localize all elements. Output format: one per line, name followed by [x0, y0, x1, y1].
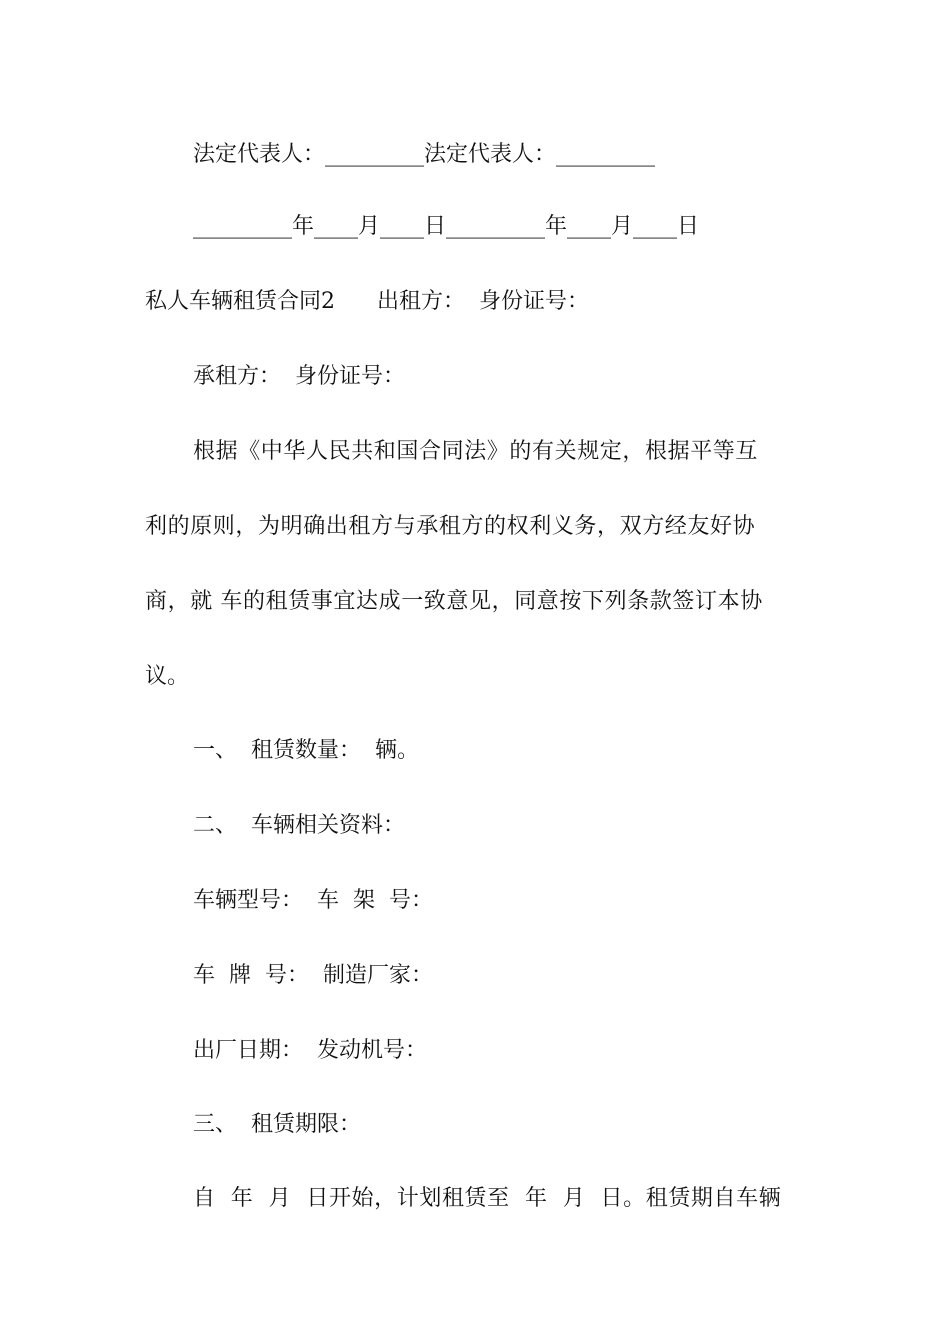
rental-period-line: 自 年 月 日开始，计划租赁至 年 月 日。租赁期自车辆: [193, 1186, 782, 1211]
section-rental-quantity: 一、 租赁数量： 辆。: [193, 738, 419, 763]
legal-representative-line: 法定代表人：_________法定代表人：_________: [193, 142, 656, 167]
plate-manufacturer-line: 车 牌 号： 制造厂家：: [193, 963, 433, 988]
section-vehicle-info: 二、 车辆相关资料：: [193, 813, 405, 838]
contract-title-and-lessor-line: 私人车辆租赁合同2 出租方： 身份证号：: [145, 289, 589, 314]
preamble-line-1: 根据《中华人民共和国合同法》的有关规定，根据平等互: [193, 439, 759, 464]
lessee-id-line: 承租方： 身份证号：: [193, 364, 405, 389]
signature-date-line: _________年____月____日_________年____月____日: [193, 214, 700, 239]
section-rental-period: 三、 租赁期限：: [193, 1112, 361, 1137]
preamble-line-2: 利的原则，为明确出租方与承租方的权利义务，双方经友好协: [145, 514, 756, 539]
preamble-line-3: 商，就 车的租赁事宜达成一致意见，同意按下列条款签订本协: [145, 589, 763, 614]
production-engine-line: 出厂日期： 发动机号：: [193, 1038, 427, 1063]
preamble-line-4: 议。: [145, 664, 190, 689]
vehicle-model-frame-line: 车辆型号： 车 架 号：: [193, 888, 433, 913]
